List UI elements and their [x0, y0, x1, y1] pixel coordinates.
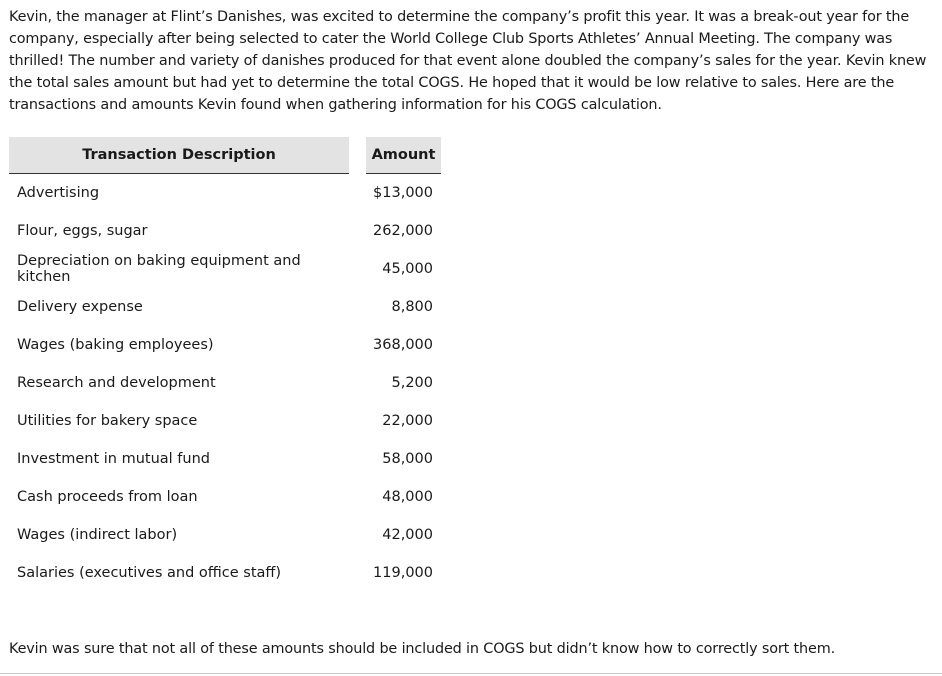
- row-spacer: [349, 402, 366, 440]
- row-amount: 119,000: [373, 565, 433, 581]
- row-description: Wages (indirect labor): [17, 527, 178, 543]
- table-row: [9, 250, 441, 288]
- row-amount: 48,000: [382, 489, 433, 505]
- header-amount: Amount: [366, 137, 441, 174]
- row-description: Salaries (executives and office staff): [17, 565, 282, 581]
- row-description: Delivery expense: [17, 299, 143, 315]
- table-row: [9, 174, 441, 212]
- row-amount: 5,200: [391, 375, 433, 391]
- row-amount: $13,000: [373, 185, 433, 201]
- table-row: [9, 478, 441, 516]
- bottom-divider: [0, 673, 942, 674]
- row-description: Advertising: [17, 185, 100, 201]
- row-description: Depreciation on baking equipment and kitchen: [17, 253, 301, 285]
- table-row: [9, 516, 441, 554]
- row-description: Utilities for bakery space: [17, 413, 198, 429]
- row-amount: 8,800: [391, 299, 433, 315]
- intro-paragraph: Kevin, the manager at Flint’s Danishes, was excited to determine the company’s profit this year. It was a break-out year for the company, especially after being selected to cater the World College Club Sports Athletes’ Annual Meeting. The company was thrilled! The number and variety of danishes produced for that event alone doubled the company’s sales for the year. Kevin knew the total sales amount but had yet to determine the total COGS. He hoped that it would be low relative to sales. Here are the transactions and amounts Kevin found when gathering information for his COGS calculation.: [9, 9, 927, 113]
- row-description: Cash proceeds from loan: [17, 489, 198, 505]
- table-row: [9, 364, 441, 402]
- table-row: [9, 288, 441, 326]
- row-description: Investment in mutual fund: [17, 451, 210, 467]
- table-row: [9, 554, 441, 592]
- row-amount: 42,000: [382, 527, 433, 543]
- row-spacer: [349, 478, 366, 516]
- row-spacer: [349, 554, 366, 592]
- row-description: Wages (baking employees): [17, 337, 214, 353]
- transactions-table: [9, 137, 441, 592]
- table-row: [9, 212, 441, 250]
- row-spacer: [349, 250, 366, 288]
- row-amount: 45,000: [382, 261, 433, 277]
- header-transaction-description: Transaction Description: [9, 137, 349, 174]
- table-row: [9, 440, 441, 478]
- row-amount: 262,000: [373, 223, 433, 239]
- row-spacer: [349, 440, 366, 478]
- header-spacer: [349, 137, 366, 174]
- row-amount: 368,000: [373, 337, 433, 353]
- table-row: [9, 326, 441, 364]
- row-spacer: [349, 212, 366, 250]
- row-amount: 58,000: [382, 451, 433, 467]
- row-amount: 22,000: [382, 413, 433, 429]
- table-row: [9, 402, 441, 440]
- row-spacer: [349, 364, 366, 402]
- row-spacer: [349, 174, 366, 212]
- closing-paragraph: Kevin was sure that not all of these amounts should be included in COGS but didn’t know how to correctly sort them.: [9, 641, 836, 657]
- row-spacer: [349, 288, 366, 326]
- row-spacer: [349, 326, 366, 364]
- row-description: Flour, eggs, sugar: [17, 223, 148, 239]
- row-description: Research and development: [17, 375, 216, 391]
- row-spacer: [349, 516, 366, 554]
- table-header-row: [9, 137, 441, 174]
